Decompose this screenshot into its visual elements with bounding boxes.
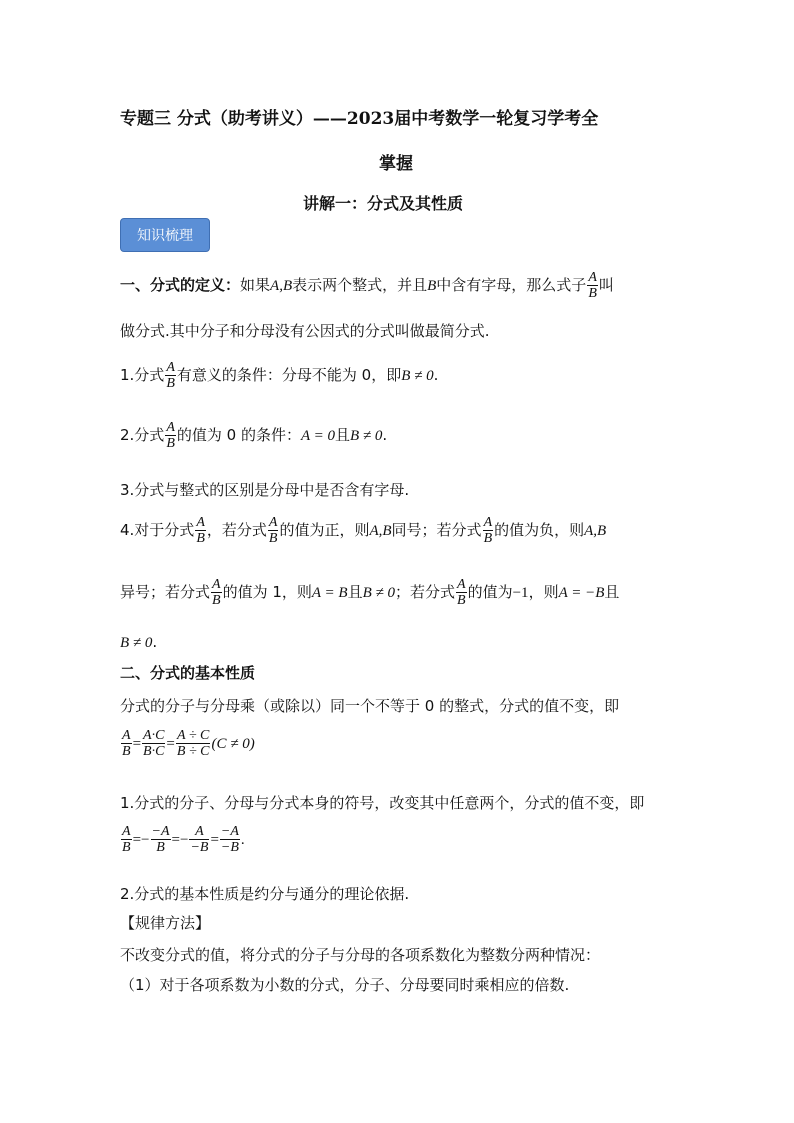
fraction-AC-over-BC: $\frac{A\cdot C}{B\cdot C}$ — [143, 728, 165, 759]
fraction-A-over-B: $\frac{A}{B}$ — [196, 515, 205, 546]
section2-text: 分式的分子与分母乘（或除以）同一个不等于 0 的整式，分式的值不变，即 — [120, 697, 620, 715]
point-4-line1: 4.对于分式 $\frac{A}{B}$ ，若分式 $\frac{A}{B}$ 的值为正，则A,B同号；若分式 $\frac{A}{B}$ 的值为负，则A,B — [120, 515, 607, 546]
point-1: 1.分式 $\frac{A}{B}$ 有意义的条件：分母不能为 0，即B ≠ 0. — [120, 360, 439, 391]
fraction-A-over-negB: $\frac{A}{-B}$ — [190, 824, 209, 855]
point-3: 3.分式与整式的区别是分母中是否含有字母. — [120, 481, 410, 499]
section2-point2: 2.分式的基本性质是约分与通分的理论依据. — [120, 885, 410, 903]
section-subtitle: 讲解一：分式及其性质 — [303, 194, 464, 213]
fraction-AdivC-over-BdivC: $\frac{A \div C}{B \div C}$ — [176, 728, 210, 759]
fraction-negA-over-B: $\frac{-A}{B}$ — [151, 824, 170, 855]
rule-item-1: （1）对于各项系数为小数的分式，分子、分母要同时乘相应的倍数. — [120, 976, 570, 994]
fraction-A-over-B: $\frac{A}{B}$ — [483, 515, 493, 546]
fraction-negA-over-negB: $\frac{-A}{-B}$ — [220, 824, 239, 855]
basic-property-formula: $\frac{A}{B}$ = $\frac{A\cdot C}{B\cdot C}$ = $\frac{A \div C}{B \div C}$ (C ≠ 0) — [122, 728, 255, 759]
definition-line1: 一、分式的定义：如果A,B表示两个整式，并且B中含有字母，那么式子 $\frac{A}{B}$ 叫 — [120, 270, 614, 301]
point-2: 2.分式 $\frac{A}{B}$ 的值为 0 的条件：A = 0且B ≠ 0. — [120, 420, 388, 451]
rule-heading: 【规律方法】 — [120, 914, 211, 932]
fraction-A-over-B: $\frac{A}{B}$ — [457, 577, 466, 608]
document-title-line1: 专题三 分式（助考讲义）——2023届中考数学一轮复习学考全 — [120, 109, 599, 129]
rule-text: 不改变分式的值，将分式的分子与分母的各项系数化为整数分两种情况： — [120, 946, 601, 964]
knowledge-summary-button[interactable]: 知识梳理 — [120, 218, 210, 252]
section2-point1: 1.分式的分子、分母与分式本身的符号，改变其中任意两个，分式的值不变，即 — [120, 794, 645, 812]
fraction-A-over-B: $\frac{A}{B}$ — [212, 577, 221, 608]
fraction-A-over-B: $\frac{A}{B}$ — [122, 728, 131, 759]
fraction-A-over-B: $\frac{A}{B}$ — [268, 515, 278, 546]
fraction-A-over-B: $\frac{A}{B}$ — [166, 420, 175, 451]
document-title-line2: 掌握 — [379, 154, 413, 174]
sign-rule-formula: $\frac{A}{B}$ =− $\frac{-A}{B}$ =− $\frac{A}{-B}$ = $\frac{-A}{-B}$ . — [122, 824, 245, 855]
fraction-A-over-B: $\frac{A}{B}$ — [588, 270, 597, 301]
definition-line2: 做分式.其中分子和分母没有公因式的分式叫做最简分式. — [120, 322, 490, 340]
point-4-line2: 异号；若分式 $\frac{A}{B}$ 的值为 1，则A = B且B ≠ 0；若分式 $\frac{A}{B}$ 的值为−1，则A = −B且 — [120, 577, 620, 608]
section1-heading: 一、分式的定义： — [120, 276, 241, 294]
fraction-A-over-B: $\frac{A}{B}$ — [166, 360, 175, 391]
point-4-line3: B ≠ 0. — [120, 633, 158, 651]
fraction-A-over-B: $\frac{A}{B}$ — [122, 824, 131, 855]
section2-heading: 二、分式的基本性质 — [120, 664, 256, 682]
